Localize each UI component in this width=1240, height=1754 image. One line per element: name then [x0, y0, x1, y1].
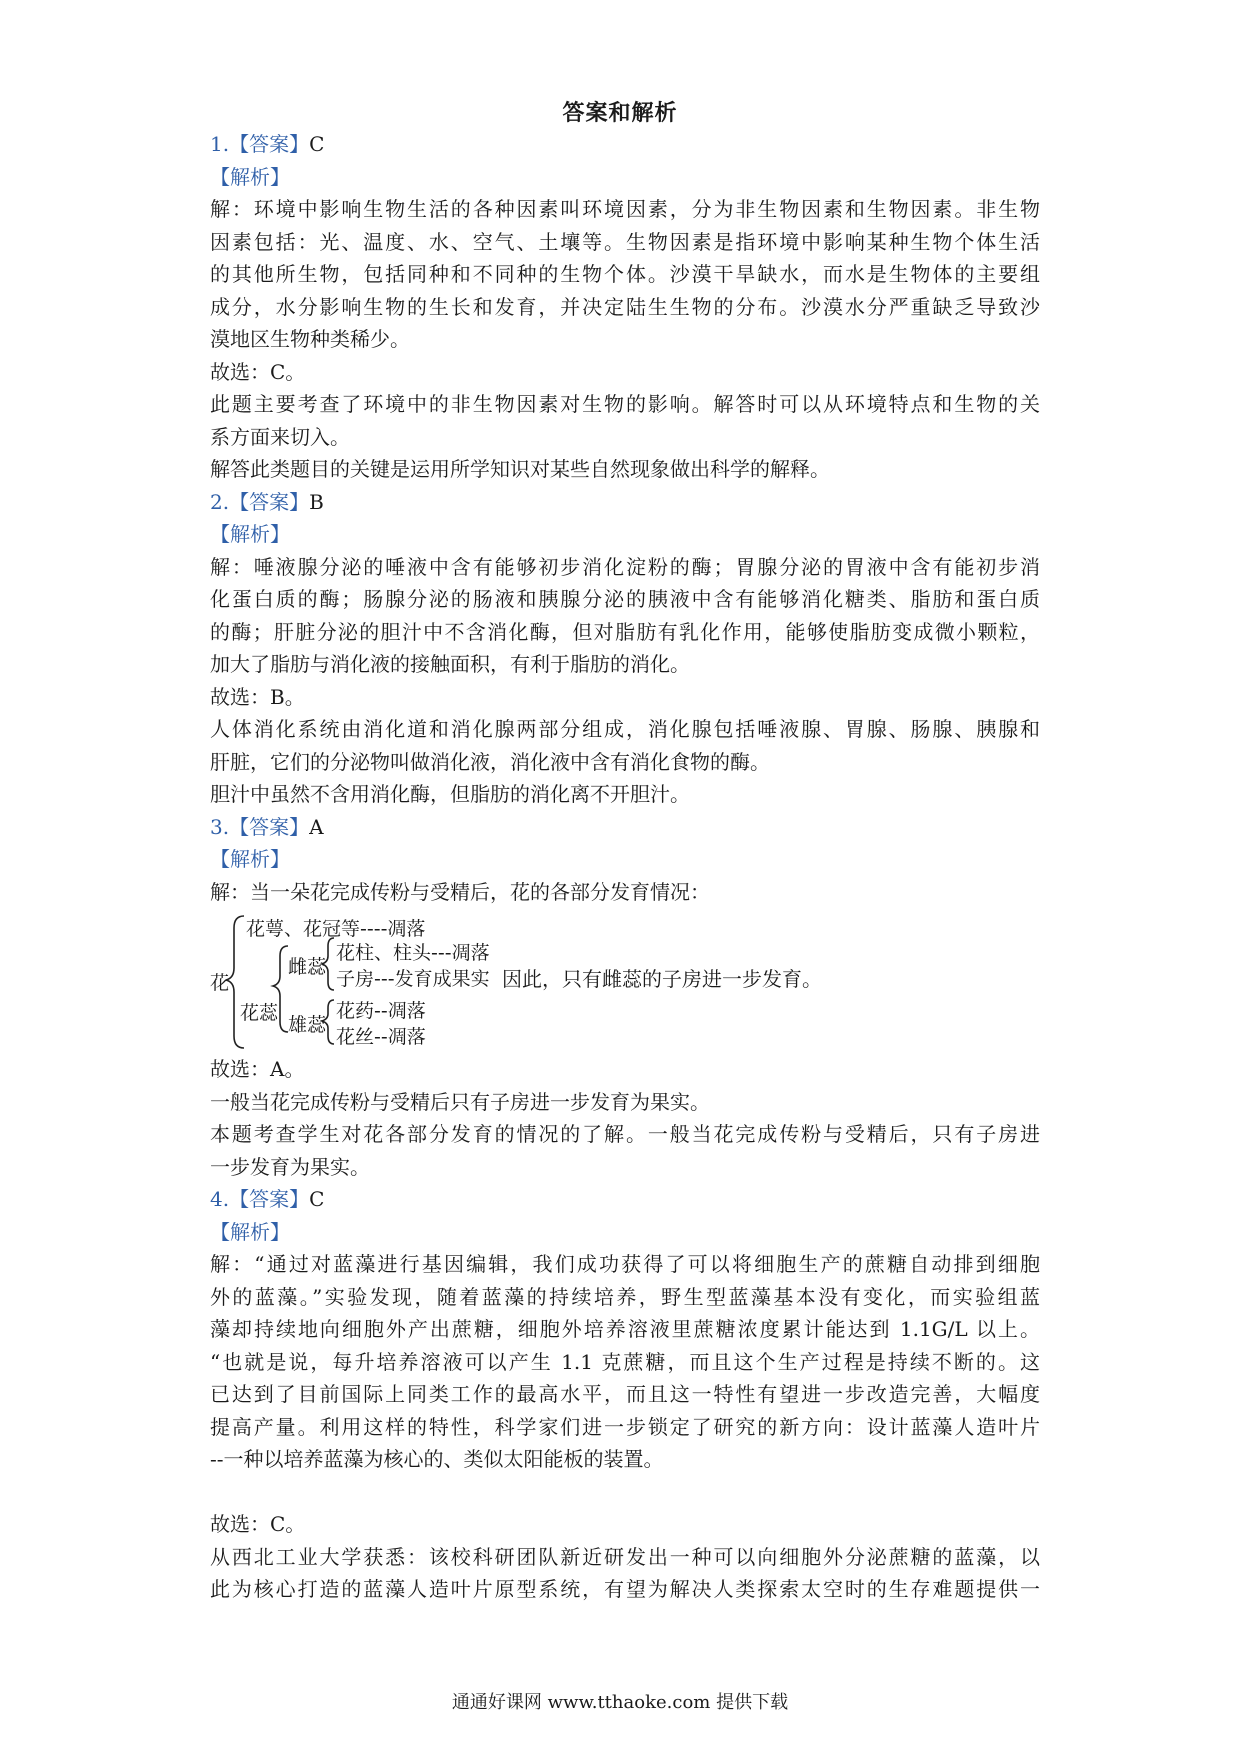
q3-text-line: 本题考查学生对花各部分发育的情况的了解。一般当花完成传粉与受精后，只有子房进	[210, 1122, 1040, 1146]
q1-text-line: 的其他所生物，包括同种和不同种的生物个体。沙漠干旱缺水，而水是生物体的主要组	[210, 262, 1040, 286]
q2-choice-line: 故选：B。	[210, 684, 305, 709]
q2-answer-value: B	[309, 489, 324, 514]
q2-text-line: 化蛋白质的酶；肠腺分泌的肠液和胰腺分泌的胰液中含有能够消化糖类、脂肪和蛋白质	[210, 587, 1040, 611]
q2-text-line: 的酶；肝脏分泌的胆汁中不含消化酶，但对脂肪有乳化作用，能够使脂肪变成微小颗粒，	[210, 619, 1040, 644]
q3-analysis-heading: 【解析】	[210, 847, 290, 871]
q2-text-line: 加大了脂肪与消化液的接触面积，有利于脂肪的消化。	[210, 652, 690, 676]
answers-content	[210, 128, 1040, 1606]
q2-analysis-heading: 【解析】	[210, 522, 290, 546]
ovary-label: 子房---发育成果实	[336, 968, 490, 990]
q4-text-line: 从西北工业大学获悉：该校科研团队新近研发出一种可以向细胞外分泌蔗糖的蓝藻，以	[210, 1544, 1040, 1569]
style-label: 花柱、柱头---凋落	[336, 942, 490, 964]
q2-text-line: 肝脏，它们的分泌物叫做消化液，消化液中含有消化食物的酶。	[210, 749, 770, 774]
q4-text-line: “也就是说，每升培养溶液可以产生 1.1 克蔗糖，而且这个生产过程是持续不断的。这	[210, 1349, 1040, 1374]
stamen-label: 雄蕊	[288, 1014, 327, 1036]
q1-text-line: 解答此类题目的关键是运用所学知识对某些自然现象做出科学的解释。	[210, 457, 830, 481]
q2-answer-line	[210, 486, 1040, 519]
q4-text-line: 提高产量。利用这样的特性，科学家们进一步锁定了研究的新方向：设计蓝藻人造叶片	[210, 1414, 1040, 1439]
anther-label: 花药--凋落	[336, 1000, 426, 1022]
q4-text-line: 外的蓝藻。”实验发现，随着蓝藻的持续培养，野生型蓝藻基本没有变化，而实验组蓝	[210, 1284, 1040, 1309]
q1-choice-line: 故选：C。	[210, 359, 306, 384]
q2-text-line: 胆汁中虽然不含用消化酶，但脂肪的消化离不开胆汁。	[210, 782, 690, 806]
pistil-group-label: 花蕊	[240, 1002, 279, 1024]
q4-text-line: 解：“通过对蓝藻进行基因编辑，我们成功获得了可以将细胞生产的蔗糖自动排到细胞	[210, 1252, 1040, 1276]
paragraph-gap	[210, 1476, 1040, 1509]
q1-answer-label: 1.【答案】	[210, 132, 310, 156]
q4-text-line: 藻却持续地向细胞外产出蔗糖，细胞外培养溶液里蔗糖浓度累计能达到 1.1G/L 以上。	[210, 1317, 1040, 1341]
q3-choice-line: 故选：A。	[210, 1057, 305, 1081]
q2-text-line: 解：唾液腺分泌的唾液中含有能够初步消化淀粉的酶；胃腺分泌的胃液中含有能初步消	[210, 554, 1040, 579]
q4-answer-line	[210, 1183, 1040, 1216]
q3-text-line: 一步发育为果实。	[210, 1154, 370, 1179]
q4-analysis-heading: 【解析】	[210, 1219, 290, 1244]
q1-text-line: 因素包括：光、温度、水、空气、土壤等。生物因素是指环境中影响某种生物个体生活	[210, 229, 1040, 254]
q1-text-line: 此题主要考查了环境中的非生物因素对生物的影响。解答时可以从环境特点和生物的关	[210, 392, 1040, 416]
q3-intro-line: 解：当一朵花完成传粉与受精后，花的各部分发育情况：	[210, 879, 710, 904]
page-footer: 通通好课网 www.tthaoke.com 提供下载	[451, 1692, 789, 1713]
q1-answer-value: C	[309, 132, 325, 156]
page-title: 答案和解析	[562, 100, 678, 126]
q1-text-line: 系方面来切入。	[210, 424, 350, 449]
q1-answer-line	[210, 128, 1040, 161]
q4-text-line: 已达到了目前国际上同类工作的最高水平，而且这一特性有望进一步改造完善，大幅度	[210, 1382, 1040, 1406]
filament-label: 花丝--凋落	[336, 1026, 426, 1048]
q1-text-line: 解：环境中影响生物生活的各种因素叫环境因素，分为非生物因素和生物因素。非生物	[210, 197, 1040, 221]
flower-development-diagram	[210, 908, 1040, 1053]
q3-text-line: 一般当花完成传粉与受精后只有子房进一步发育为果实。	[210, 1089, 710, 1114]
q4-answer-value: C	[309, 1187, 325, 1211]
q1-analysis-heading: 【解析】	[210, 164, 290, 189]
root-label: 花	[210, 972, 230, 994]
q3-answer-label: 3.【答案】	[210, 814, 310, 839]
calyx-label: 花萼、花冠等----凋落	[246, 918, 426, 940]
pistil-label: 雌蕊	[288, 956, 327, 978]
q4-text-line: --一种以培养蓝藻为核心的、类似太阳能板的装置。	[210, 1447, 664, 1471]
q3-answer-value: A	[309, 814, 324, 839]
q2-answer-label: 2.【答案】	[210, 489, 310, 514]
q1-text-line: 成分，水分影响生物的生长和发育，并决定陆生生物的分布。沙漠水分严重缺乏导致沙	[210, 294, 1040, 319]
q4-text-line: 此为核心打造的蓝藻人造叶片原型系统，有望为解决人类探索太空时的生存难题提供一	[210, 1577, 1040, 1601]
q2-text-line: 人体消化系统由消化道和消化腺两部分组成，消化腺包括唾液腺、胃腺、肠腺、胰腺和	[210, 717, 1040, 741]
q3-answer-line	[210, 811, 1040, 844]
q1-text-line: 漠地区生物种类稀少。	[210, 327, 410, 351]
q4-answer-label: 4.【答案】	[210, 1187, 310, 1211]
diagram-note: 因此，只有雌蕊的子房进一步发育。	[502, 967, 822, 991]
q4-choice-line: 故选：C。	[210, 1512, 306, 1536]
